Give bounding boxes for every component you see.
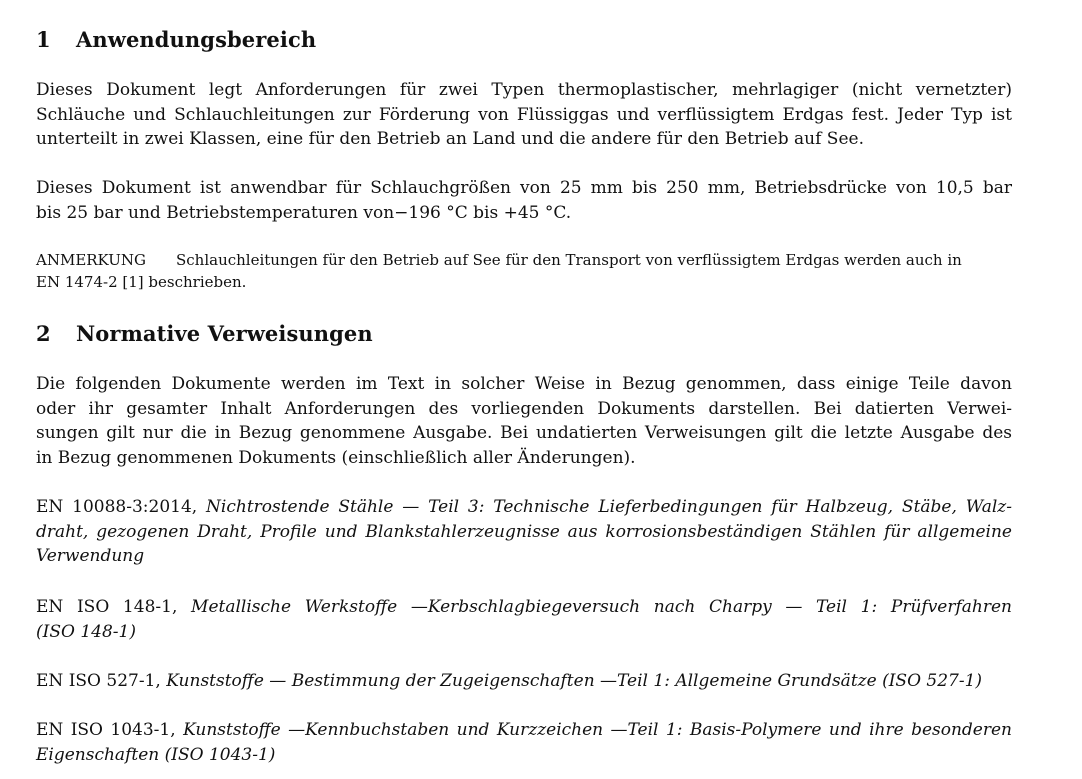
scope-paragraph-2 xyxy=(36,176,1012,225)
section-2-title: Normative Verweisungen xyxy=(76,321,373,346)
text-line: oder ihr gesamter Inhalt Anforderungen des vorliegenden Dokuments darstellen. Bei datierten Verwei- xyxy=(36,398,1012,419)
reference-title: Eigenschaften (ISO 1043-1) xyxy=(36,744,276,765)
reference-title: Kunststoffe —Kennbuchstaben und Kurzzeichen —Teil 1: Basis-Polymere und ihre besonderen xyxy=(183,720,1013,740)
normative-intro-paragraph xyxy=(36,372,1012,470)
note-text: EN 1474-2 [1] beschrieben. xyxy=(36,273,247,291)
reference-title: Verwendung xyxy=(36,546,145,566)
section-1-title: Anwendungsbereich xyxy=(76,27,317,52)
section-1-heading xyxy=(36,27,316,52)
reference-id: EN ISO 527-1, xyxy=(36,671,161,691)
scope-paragraph-1 xyxy=(36,78,1012,152)
section-2-number: 2 xyxy=(36,321,51,346)
text-line: unterteilt in zwei Klassen, eine für den Betrieb an Land und die andere für den Betrieb auf See. xyxy=(36,129,864,149)
reference-en-iso-527-1 xyxy=(36,669,1012,694)
reference-title: Kunststoffe — Bestimmung der Zugeigenschaften —Teil 1: Allgemeine Grundsätze (ISO 527-1) xyxy=(166,671,983,691)
reference-id: EN ISO 1043-1, xyxy=(36,720,176,740)
reference-title: Metallische Werkstoffe —Kerbschlagbiegeversuch nach Charpy — Teil 1: Prüfverfahren xyxy=(191,597,1012,617)
note-text: Schlauchleitungen für den Betrieb auf See für den Transport von verflüssigtem Erdgas werden auch in xyxy=(176,251,962,269)
section-1-number: 1 xyxy=(36,27,51,52)
reference-title: draht, gezogenen Draht, Profile und Blankstahlerzeugnisse aus korrosionsbeständigen Stählen für allgemeine xyxy=(36,521,1012,542)
text-line: bis 25 bar und Betriebstemperaturen von−196 °C bis +45 °C. xyxy=(36,202,572,223)
text-line: Dieses Dokument legt Anforderungen für zwei Typen thermoplastischer, mehrlagiger (nicht vernetzter) xyxy=(36,80,1012,100)
note xyxy=(36,249,1012,293)
reference-id: EN ISO 148-1, xyxy=(36,597,178,617)
section-2-heading xyxy=(36,321,373,346)
text-line: Schläuche und Schlauchleitungen zur Förderung von Flüssiggas und verflüssigtem Erdgas fest. Jeder Typ ist xyxy=(36,104,1012,125)
text-line: Dieses Dokument ist anwendbar für Schlauchgrößen von 25 mm bis 250 mm, Betriebsdrücke von 10,5 bar xyxy=(36,178,1012,198)
reference-en-iso-1043-1 xyxy=(36,718,1012,767)
reference-id: EN 10088-3:2014, xyxy=(36,497,198,517)
text-line: sungen gilt nur die in Bezug genommene Ausgabe. Bei undatierten Verweisungen gilt die letzte Ausgabe des xyxy=(36,423,1012,443)
text-line: in Bezug genommenen Dokuments (einschließlich aller Änderungen). xyxy=(36,447,636,468)
reference-en-10088-3 xyxy=(36,495,1012,569)
reference-title: Nichtrostende Stähle — Teil 3: Technische Lieferbedingungen für Halbzeug, Stäbe, Walz- xyxy=(206,497,1012,517)
text-line: Die folgenden Dokumente werden im Text in solcher Weise in Bezug genommen, dass einige Teile davon xyxy=(36,374,1012,394)
note-label: ANMERKUNG xyxy=(36,251,146,269)
reference-en-iso-148-1 xyxy=(36,595,1012,644)
reference-title: (ISO 148-1) xyxy=(36,621,136,642)
